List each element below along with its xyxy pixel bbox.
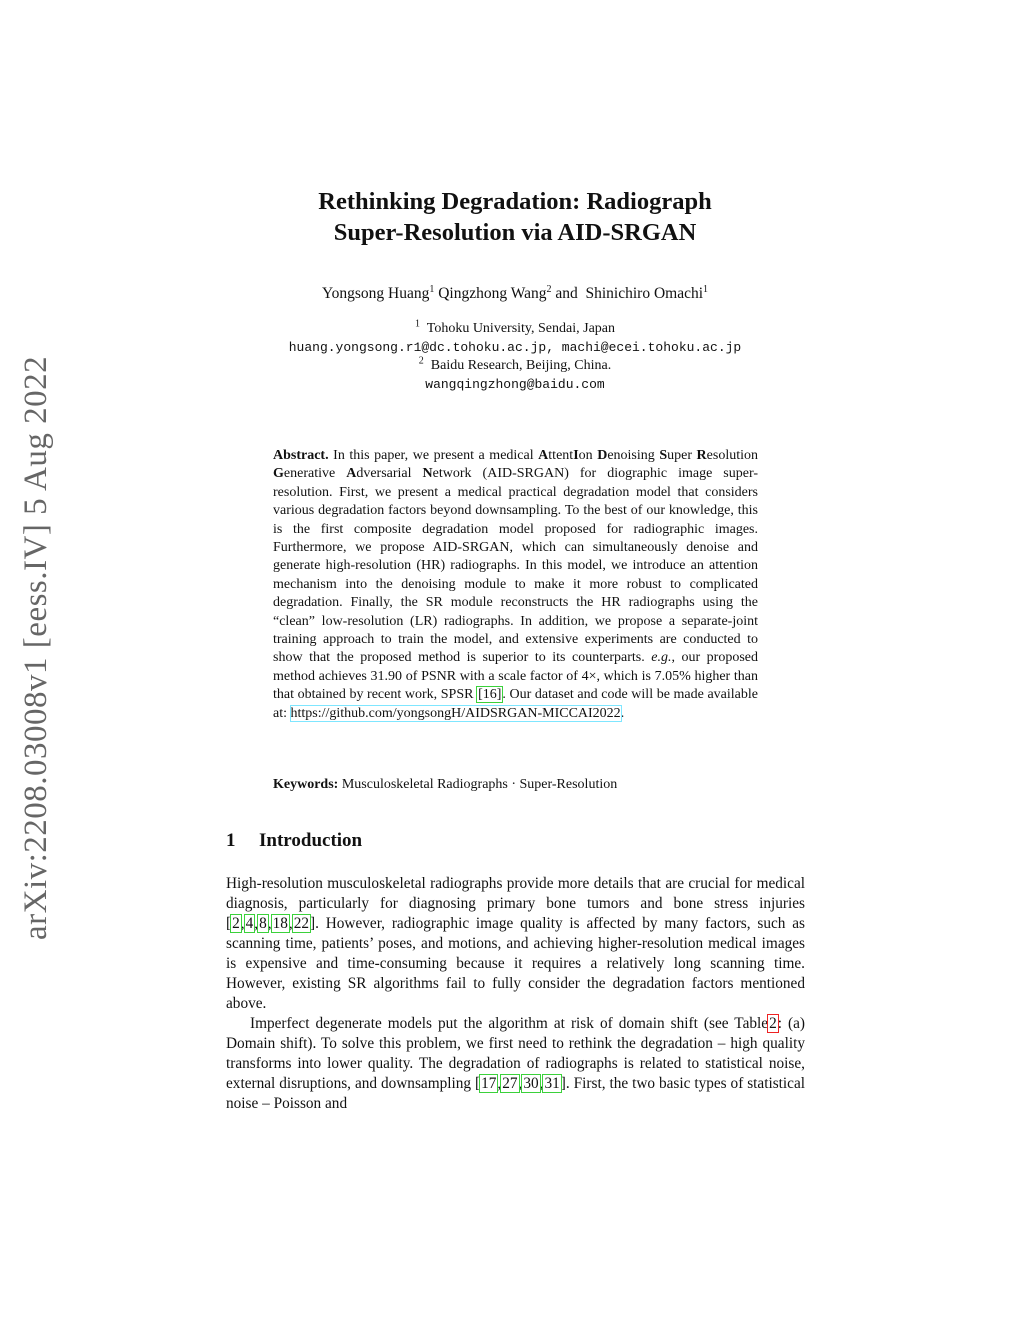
citation-4[interactable]: 4 xyxy=(245,915,254,932)
acronym-g: Generative xyxy=(273,466,347,482)
introduction-body xyxy=(226,874,805,1114)
title-line-1: Rethinking Degradation: Radiograph xyxy=(318,188,712,215)
affiliation-2-marker: 2 xyxy=(418,355,424,367)
citation-31[interactable]: 31 xyxy=(544,1075,560,1092)
affiliation-2-email: wangqingzhong@baidu.com xyxy=(425,376,605,392)
github-link[interactable]: https://github.com/yongsongH/AIDSRGAN-MICCAI2022 xyxy=(290,705,621,721)
table-2-ref[interactable]: 2 xyxy=(769,1015,777,1032)
acronym-r: Resolution xyxy=(696,448,758,463)
citation-8[interactable]: 8 xyxy=(259,915,267,932)
acronym-i: Ion xyxy=(573,448,598,463)
abstract-eg: e.g. xyxy=(651,650,672,666)
affiliation-1-marker: 1 xyxy=(415,318,420,330)
citation-group-1: [2,4,8,18,22] xyxy=(226,915,316,932)
citation-2[interactable]: 2 xyxy=(232,915,240,932)
keywords xyxy=(273,776,758,794)
author-1: Yongsong Huang xyxy=(321,285,430,302)
keywords-label: Keywords: xyxy=(273,777,339,792)
paragraph-1-text-b: . However, radiographic image quality is affected by many factors, such as scanning time, patients’ poses, and motions, and achieving higher-resolution medical images is expensive and time-consuming because it requires a relatively long scanning time. However, existing SR algorithms fail to fully consider the degradation factors mentioned above. xyxy=(226,915,805,1012)
title-line-2: Super-Resolution via AID-SRGAN xyxy=(333,219,697,246)
abstract xyxy=(273,447,758,723)
affiliation-2-name: Baidu Research, Beijing, China. xyxy=(430,358,612,373)
author-2: Qingzhong Wang xyxy=(438,285,547,302)
abstract-text-4: . Our dataset and code will be made available at: xyxy=(273,687,758,721)
section-number: 1 xyxy=(226,830,236,851)
affiliation-1 xyxy=(230,320,800,339)
paragraph-2-text-a: Imperfect degenerate models put the algorithm at risk of domain shift (see Table xyxy=(250,1015,769,1032)
paragraph-2-text-b: : (a) Domain shift). To solve this problem, we first need to rethink the degradation – high quality transforms into lower quality. The degradation of radiographs is related to statistical noise, external disruptions, and downsampling xyxy=(226,1015,805,1092)
abstract-text-2: (AID-SRGAN) for diographic image super-resolution. First, we present a medical practical degradation model that considers various degradation factors beyond downsampling. To the best of our knowledge, this is the first composite degradation model proposed for radiographic images. Furthermore, we propose AID-SRGAN, which can simultaneously denoise and generate high-resolution (HR) radiographs. In this model, we introduce an attention mechanism into the denoising module to make it more robust to complicated degradation. Finally, the SR module reconstructs the HR radiographs using the “clean” low-resolution (LR) radiographs. In addition, we propose a separate-joint training approach to train the model, and extensive experiments are conducted to show that the proposed method is superior to its counterparts. xyxy=(273,466,758,666)
affiliations xyxy=(230,320,800,394)
paragraph-1 xyxy=(226,874,805,1014)
affiliation-2 xyxy=(230,357,800,376)
author-2-affil: 2 xyxy=(546,283,552,295)
paragraph-1-text-a: High-resolution musculoskeletal radiographs provide more details that are crucial for medical diagnosis, particularly for diagnosing primary bone tumors and bone stress injuries xyxy=(226,875,805,912)
citation-16[interactable]: [16] xyxy=(478,687,502,703)
acronym-d: Denoising xyxy=(597,448,660,463)
affiliation-1-emails: huang.yongsong.r1@dc.tohoku.ac.jp, machi@ecei.tohoku.ac.jp xyxy=(288,339,742,355)
author-3-affil: 1 xyxy=(703,283,709,295)
paragraph-2-text-c: . First, the two basic types of statistical noise – Poisson and xyxy=(226,1075,805,1112)
abstract-text-3: , our proposed method achieves 31.90 of PSNR with a scale factor of 4×, which is 7.05% higher than that obtained by recent work, SPSR xyxy=(273,650,758,703)
abstract-text-1: In this paper, we present a medical xyxy=(328,448,539,463)
author-list xyxy=(230,284,800,304)
acronym-s: Super xyxy=(659,448,697,463)
paragraph-2 xyxy=(226,1014,805,1114)
affiliation-1-name: Tohoku University, Sendai, Japan xyxy=(426,321,615,336)
arxiv-identifier: arXiv:2208.03008v1 [eess.IV] 5 Aug 2022 xyxy=(18,355,54,940)
author-and: and xyxy=(555,285,578,302)
citation-30[interactable]: 30 xyxy=(523,1075,539,1092)
citation-18[interactable]: 18 xyxy=(272,915,288,932)
acronym-a2: Adversarial xyxy=(346,466,423,482)
paper-title xyxy=(230,186,800,248)
acronym-a1: Attent xyxy=(538,448,574,463)
citation-22[interactable]: 22 xyxy=(293,915,309,932)
acronym-n: Network xyxy=(422,466,472,482)
abstract-label: Abstract. xyxy=(273,448,329,463)
keywords-text: Musculoskeletal Radiographs · Super-Resolution xyxy=(338,777,618,792)
citation-group-2: [17,27,30,31] xyxy=(474,1075,566,1092)
section-heading-introduction xyxy=(226,829,362,853)
abstract-text-5: . xyxy=(620,705,625,721)
section-title: Introduction xyxy=(259,830,363,851)
citation-17[interactable]: 17 xyxy=(481,1075,497,1092)
author-1-affil: 1 xyxy=(429,283,435,295)
author-3: Shinichiro Omachi xyxy=(585,285,704,302)
citation-27[interactable]: 27 xyxy=(502,1075,518,1092)
